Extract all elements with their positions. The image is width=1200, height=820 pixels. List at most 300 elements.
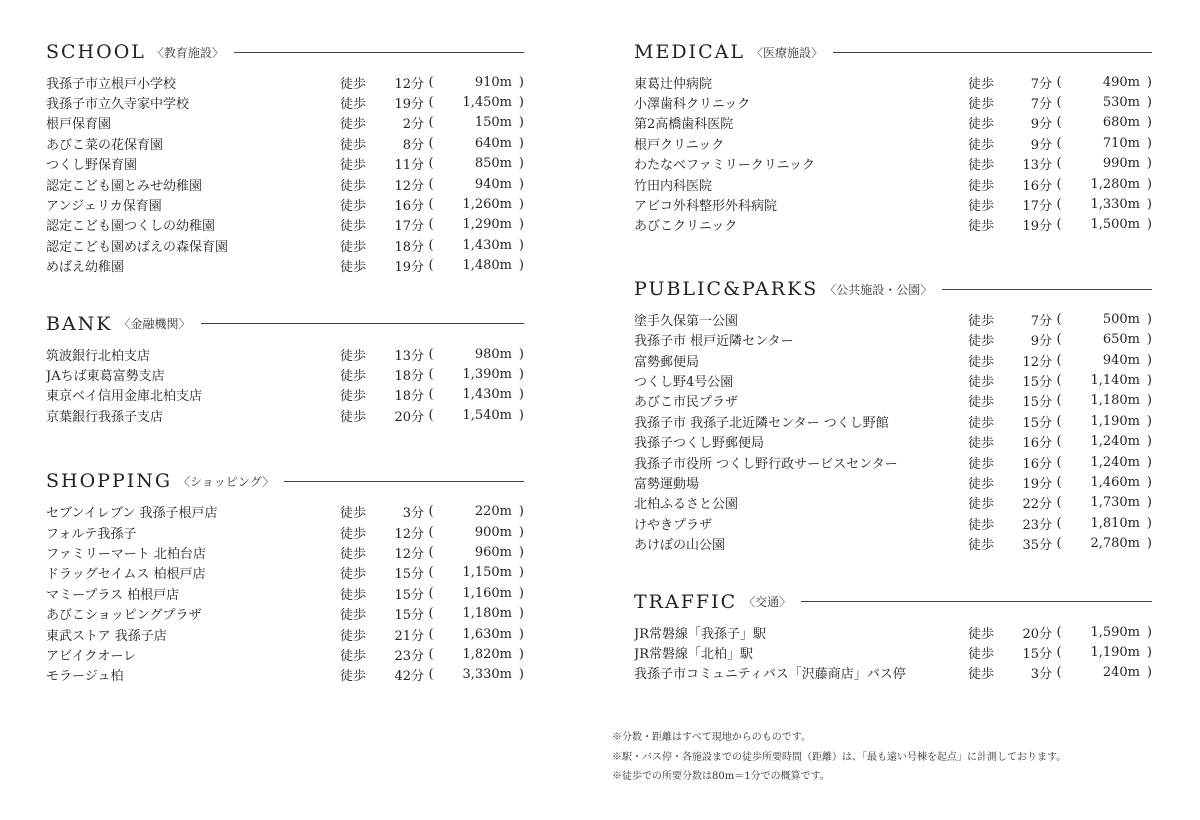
section-subtitle: 〈医療施設〉 <box>750 45 823 60</box>
facility-name: 認定こども園めばえの森保育園 <box>46 239 229 255</box>
distance: 1,390m <box>462 366 512 382</box>
paren-open: ( <box>428 387 434 403</box>
distance: 1,430m <box>462 387 512 403</box>
section-title: TRAFFIC <box>634 590 738 613</box>
walk-label: 徒歩 <box>340 137 367 153</box>
distance: 2,780m <box>1090 536 1140 552</box>
section-title: SHOPPING <box>46 470 173 493</box>
walk-label: 徒歩 <box>340 567 367 583</box>
walk-minutes: 7分 <box>1030 97 1052 113</box>
paren-close: ) <box>518 115 524 131</box>
paren-open: ( <box>428 407 434 423</box>
facility-row <box>634 309 1152 329</box>
facility-name: わたなべファミリークリニック <box>634 158 815 174</box>
header-rule <box>833 52 1152 53</box>
facility-name: 我孫子市コミュニティバス「沢藤商店」バス停 <box>634 667 906 683</box>
paren-open: ( <box>1056 624 1062 640</box>
footnote: ※分数・距離はすべて現地からのものです。 <box>612 732 811 743</box>
paren-close: ) <box>1146 176 1152 192</box>
facility-row <box>634 493 1152 513</box>
section-header <box>46 40 524 64</box>
facility-name: つくし野保育園 <box>46 158 138 174</box>
walk-label: 徒歩 <box>968 158 995 174</box>
walk-minutes: 12分 <box>394 76 424 92</box>
facility-name: 東葛辻仲病院 <box>634 76 713 92</box>
facility-name: 根戸クリニック <box>634 137 725 153</box>
facility-name: マミープラス 柏根戸店 <box>46 587 180 603</box>
facility-name: 北柏ふるさと公園 <box>634 497 739 513</box>
header-rule <box>201 323 524 324</box>
section-school <box>46 40 524 276</box>
facility-row <box>634 391 1152 411</box>
paren-open: ( <box>1056 515 1062 531</box>
walk-label: 徒歩 <box>340 526 367 542</box>
facility-row <box>46 501 524 521</box>
walk-label: 徒歩 <box>968 476 995 492</box>
facility-name: 我孫子つくし野郵便局 <box>634 436 765 452</box>
walk-minutes: 18分 <box>394 239 424 255</box>
facility-name: 京葉銀行我孫子支店 <box>46 409 164 425</box>
paren-close: ) <box>1146 624 1152 640</box>
walk-minutes: 9分 <box>1030 137 1052 153</box>
distance: 1,330m <box>1090 197 1140 213</box>
paren-close: ) <box>1146 332 1152 348</box>
distance: 1,180m <box>462 606 512 622</box>
paren-close: ) <box>1146 135 1152 151</box>
facility-row <box>46 174 524 194</box>
paren-close: ) <box>518 258 524 274</box>
paren-open: ( <box>1056 665 1062 681</box>
walk-label: 徒歩 <box>340 409 367 425</box>
distance: 1,460m <box>1090 474 1140 490</box>
section-title: MEDICAL <box>634 41 745 63</box>
distance: 710m <box>1102 135 1140 151</box>
walk-label: 徒歩 <box>340 348 367 364</box>
paren-open: ( <box>428 74 434 90</box>
walk-label: 徒歩 <box>340 368 367 384</box>
facility-name: 根戸保育園 <box>46 117 112 133</box>
section-shopping <box>46 469 524 685</box>
header-rule <box>234 52 524 53</box>
facility-row <box>634 533 1152 553</box>
distance: 1,190m <box>1090 644 1140 660</box>
paren-open: ( <box>428 217 434 233</box>
paren-close: ) <box>1146 74 1152 90</box>
walk-minutes: 16分 <box>1022 456 1052 472</box>
facility-row <box>634 513 1152 533</box>
paren-open: ( <box>1056 176 1062 192</box>
facility-name: 富勢郵便局 <box>634 354 700 370</box>
walk-minutes: 9分 <box>1030 334 1052 350</box>
facility-name: JR常磐線「北柏」駅 <box>634 646 753 662</box>
walk-minutes: 3分 <box>1030 667 1052 683</box>
walk-label: 徒歩 <box>968 97 995 113</box>
facility-row <box>46 405 524 425</box>
walk-minutes: 23分 <box>1022 517 1052 533</box>
paren-open: ( <box>428 646 434 662</box>
paren-open: ( <box>1056 311 1062 327</box>
walk-minutes: 16分 <box>1022 178 1052 194</box>
paren-close: ) <box>518 565 524 581</box>
facility-row <box>46 154 524 174</box>
paren-close: ) <box>518 667 524 683</box>
paren-close: ) <box>518 387 524 403</box>
walk-label: 徒歩 <box>340 178 367 194</box>
facility-name: 東京ベイ信用金庫北柏支店 <box>46 389 203 405</box>
header-rule <box>284 481 524 482</box>
facility-row <box>46 215 524 235</box>
paren-close: ) <box>1146 311 1152 327</box>
facility-row <box>634 215 1152 235</box>
facility-name: 我孫子市 根戸近隣センター <box>634 334 794 350</box>
paren-open: ( <box>1056 536 1062 552</box>
paren-close: ) <box>518 504 524 520</box>
facility-row <box>46 624 524 644</box>
distance: 1,140m <box>1090 372 1140 388</box>
facility-list <box>634 309 1152 554</box>
facility-row <box>46 72 524 92</box>
distance: 1,500m <box>1090 217 1140 233</box>
paren-open: ( <box>1056 156 1062 172</box>
right-column <box>634 40 1152 723</box>
facility-name: セブンイレブン 我孫子根戸店 <box>46 506 218 522</box>
left-column <box>46 40 524 725</box>
walk-minutes: 15分 <box>1022 415 1052 431</box>
paren-open: ( <box>428 135 434 151</box>
paren-open: ( <box>1056 135 1062 151</box>
paren-close: ) <box>518 366 524 382</box>
walk-label: 徒歩 <box>340 546 367 562</box>
facility-name: 我孫子市役所 つくし野行政サービスセンター <box>634 456 898 472</box>
walk-minutes: 42分 <box>394 669 424 685</box>
paren-close: ) <box>518 346 524 362</box>
distance: 900m <box>474 524 512 540</box>
facility-name: JAちば東葛富勢支店 <box>46 368 165 384</box>
distance: 960m <box>474 544 512 560</box>
distance: 1,630m <box>462 626 512 642</box>
distance: 940m <box>474 176 512 192</box>
distance: 940m <box>1102 352 1140 368</box>
facility-name: つくし野4号公園 <box>634 374 734 390</box>
facility-name: ファミリーマート 北柏台店 <box>46 546 206 562</box>
paren-close: ) <box>518 606 524 622</box>
facility-name: あびこ市民プラザ <box>634 395 739 411</box>
facility-name: JR常磐線「我孫子」駅 <box>634 626 766 642</box>
paren-open: ( <box>1056 197 1062 213</box>
walk-minutes: 7分 <box>1030 313 1052 329</box>
facility-name: あけぼの山公園 <box>634 538 726 554</box>
distance: 490m <box>1102 74 1140 90</box>
paren-open: ( <box>1056 454 1062 470</box>
paren-open: ( <box>1056 644 1062 660</box>
paren-open: ( <box>428 544 434 560</box>
walk-minutes: 35分 <box>1022 538 1052 554</box>
facility-name: けやきプラザ <box>634 517 713 533</box>
section-subtitle: 〈金融機関〉 <box>118 317 191 332</box>
walk-minutes: 15分 <box>1022 395 1052 411</box>
facility-row <box>634 72 1152 92</box>
walk-minutes: 15分 <box>394 567 424 583</box>
paren-open: ( <box>428 504 434 520</box>
facility-row <box>634 92 1152 112</box>
facility-row <box>634 133 1152 153</box>
distance: 1,160m <box>462 585 512 601</box>
distance: 680m <box>1102 115 1140 131</box>
walk-label: 徒歩 <box>968 313 995 329</box>
facility-row <box>46 256 524 276</box>
distance: 850m <box>474 156 512 172</box>
facility-name: 我孫子市 我孫子北近隣センター つくし野館 <box>634 415 889 431</box>
paren-close: ) <box>518 217 524 233</box>
section-subtitle: 〈交通〉 <box>743 595 792 610</box>
distance: 500m <box>1102 311 1140 327</box>
distance: 1,540m <box>462 407 512 423</box>
paren-close: ) <box>518 646 524 662</box>
facility-name: フォルテ我孫子 <box>46 526 137 542</box>
facility-row <box>634 663 1152 683</box>
paren-open: ( <box>428 606 434 622</box>
facility-name: モラージュ柏 <box>46 669 124 685</box>
walk-minutes: 21分 <box>394 628 424 644</box>
distance: 990m <box>1102 156 1140 172</box>
facility-list <box>46 344 524 426</box>
paren-close: ) <box>518 197 524 213</box>
facility-row <box>46 603 524 623</box>
paren-open: ( <box>1056 372 1062 388</box>
paren-open: ( <box>1056 352 1062 368</box>
walk-label: 徒歩 <box>968 178 995 194</box>
facility-row <box>46 542 524 562</box>
walk-label: 徒歩 <box>340 219 367 235</box>
walk-minutes: 19分 <box>394 260 424 276</box>
facility-row <box>46 194 524 214</box>
walk-label: 徒歩 <box>340 199 367 215</box>
facility-row <box>46 92 524 112</box>
section-bank <box>46 312 524 426</box>
walk-label: 徒歩 <box>340 648 367 664</box>
walk-label: 徒歩 <box>340 389 367 405</box>
distance: 1,180m <box>1090 393 1140 409</box>
paren-open: ( <box>428 176 434 192</box>
paren-close: ) <box>1146 393 1152 409</box>
walk-minutes: 18分 <box>394 368 424 384</box>
walk-label: 徒歩 <box>340 628 367 644</box>
facility-row <box>634 174 1152 194</box>
facility-row <box>634 452 1152 472</box>
section-header <box>634 277 1152 301</box>
facility-row <box>634 472 1152 492</box>
facility-name: あびこショッピングプラザ <box>46 608 202 624</box>
walk-label: 徒歩 <box>968 334 995 350</box>
facility-row <box>46 385 524 405</box>
distance: 1,190m <box>1090 413 1140 429</box>
section-header <box>46 469 524 493</box>
footnote: ※徒歩での所要分数は80m＝1分での概算です。 <box>612 771 830 782</box>
walk-minutes: 17分 <box>394 219 424 235</box>
distance: 980m <box>474 346 512 362</box>
section-medical <box>634 40 1152 235</box>
paren-close: ) <box>1146 454 1152 470</box>
walk-minutes: 22分 <box>1022 497 1052 513</box>
walk-minutes: 2分 <box>402 117 424 133</box>
paren-open: ( <box>428 626 434 642</box>
paren-open: ( <box>1056 434 1062 450</box>
paren-open: ( <box>1056 413 1062 429</box>
section-subtitle: 〈ショッピング〉 <box>178 474 275 489</box>
paren-close: ) <box>1146 536 1152 552</box>
facility-row <box>634 194 1152 214</box>
paren-close: ) <box>1146 434 1152 450</box>
facility-name: めばえ幼稚園 <box>46 260 125 276</box>
paren-open: ( <box>428 585 434 601</box>
facility-list <box>46 501 524 685</box>
facility-name: アンジェリカ保育園 <box>46 199 162 215</box>
facility-name: アビイクオーレ <box>46 648 137 664</box>
facility-name: 東武ストア 我孫子店 <box>46 628 167 644</box>
paren-close: ) <box>1146 352 1152 368</box>
paren-close: ) <box>518 585 524 601</box>
walk-minutes: 20分 <box>1022 626 1052 642</box>
walk-label: 徒歩 <box>968 415 995 431</box>
paren-close: ) <box>1146 495 1152 511</box>
distance: 220m <box>474 504 512 520</box>
paren-open: ( <box>428 346 434 362</box>
walk-minutes: 12分 <box>394 546 424 562</box>
walk-label: 徒歩 <box>340 97 367 113</box>
distance: 1,810m <box>1090 515 1140 531</box>
walk-label: 徒歩 <box>340 260 367 276</box>
paren-close: ) <box>518 237 524 253</box>
paren-close: ) <box>518 95 524 111</box>
distance: 1,450m <box>462 95 512 111</box>
facility-list <box>634 622 1152 683</box>
paren-open: ( <box>1056 217 1062 233</box>
walk-label: 徒歩 <box>968 538 995 554</box>
paren-open: ( <box>428 258 434 274</box>
facility-row <box>634 622 1152 642</box>
distance: 640m <box>474 135 512 151</box>
section-title: BANK <box>46 312 113 335</box>
walk-minutes: 20分 <box>394 409 424 425</box>
walk-label: 徒歩 <box>340 158 367 174</box>
paren-open: ( <box>1056 95 1062 111</box>
walk-label: 徒歩 <box>968 199 995 215</box>
section-public-parks <box>634 277 1152 554</box>
paren-close: ) <box>1146 515 1152 531</box>
walk-label: 徒歩 <box>968 626 995 642</box>
paren-open: ( <box>1056 495 1062 511</box>
paren-open: ( <box>1056 115 1062 131</box>
walk-minutes: 7分 <box>1030 76 1052 92</box>
footnotes <box>612 728 1066 787</box>
distance: 240m <box>1102 665 1140 681</box>
walk-label: 徒歩 <box>340 506 367 522</box>
walk-minutes: 11分 <box>394 158 424 174</box>
distance: 650m <box>1102 332 1140 348</box>
facility-row <box>634 431 1152 451</box>
section-header <box>46 312 524 336</box>
facility-name: あびこクリニック <box>634 219 738 235</box>
facility-list <box>634 72 1152 235</box>
paren-open: ( <box>428 156 434 172</box>
walk-minutes: 15分 <box>394 587 424 603</box>
paren-close: ) <box>518 544 524 560</box>
distance: 1,480m <box>462 258 512 274</box>
paren-open: ( <box>428 366 434 382</box>
walk-label: 徒歩 <box>340 76 367 92</box>
walk-minutes: 9分 <box>1030 117 1052 133</box>
facility-name: ドラッグセイムス 柏根戸店 <box>46 567 206 583</box>
facility-name: 筑波銀行北柏支店 <box>46 348 151 364</box>
distance: 3,330m <box>462 667 512 683</box>
distance: 1,150m <box>462 565 512 581</box>
walk-label: 徒歩 <box>340 117 367 133</box>
facility-row <box>46 583 524 603</box>
paren-close: ) <box>518 407 524 423</box>
facility-name: 認定こども園つくしの幼稚園 <box>46 219 216 235</box>
facility-name: 塗手久保第一公園 <box>634 313 739 329</box>
walk-label: 徒歩 <box>968 497 995 513</box>
walk-label: 徒歩 <box>968 374 995 390</box>
distance: 1,820m <box>462 646 512 662</box>
facility-row <box>634 154 1152 174</box>
walk-minutes: 3分 <box>402 506 424 522</box>
distance: 1,240m <box>1090 454 1140 470</box>
walk-minutes: 16分 <box>1022 436 1052 452</box>
walk-minutes: 16分 <box>394 199 424 215</box>
facility-row <box>46 235 524 255</box>
paren-close: ) <box>1146 372 1152 388</box>
facility-row <box>46 133 524 153</box>
paren-open: ( <box>1056 474 1062 490</box>
paren-close: ) <box>518 135 524 151</box>
paren-close: ) <box>518 626 524 642</box>
distance: 1,280m <box>1090 176 1140 192</box>
walk-minutes: 15分 <box>394 608 424 624</box>
walk-label: 徒歩 <box>968 395 995 411</box>
walk-label: 徒歩 <box>968 219 995 235</box>
walk-minutes: 12分 <box>1022 354 1052 370</box>
facility-row <box>46 665 524 685</box>
section-header <box>634 40 1152 64</box>
facility-list <box>46 72 524 276</box>
walk-minutes: 15分 <box>1022 646 1052 662</box>
walk-minutes: 12分 <box>394 526 424 542</box>
paren-open: ( <box>1056 393 1062 409</box>
walk-label: 徒歩 <box>968 436 995 452</box>
facility-row <box>46 644 524 664</box>
paren-close: ) <box>1146 115 1152 131</box>
walk-minutes: 13分 <box>394 348 424 364</box>
facility-name: 認定こども園とみせ幼稚園 <box>46 178 203 194</box>
facility-name: 小澤歯科クリニック <box>634 97 751 113</box>
facility-row <box>634 370 1152 390</box>
paren-close: ) <box>1146 95 1152 111</box>
footnote: ※駅・バス停・各施設までの徒歩所要時間（距離）は、「最も遠い号棟を起点」に計測しております。 <box>612 751 1067 763</box>
paren-close: ) <box>1146 217 1152 233</box>
distance: 1,430m <box>462 237 512 253</box>
facility-row <box>634 330 1152 350</box>
walk-label: 徒歩 <box>968 456 995 472</box>
facility-name: 竹田内科医院 <box>634 178 713 194</box>
paren-open: ( <box>428 237 434 253</box>
header-rule <box>942 289 1152 290</box>
walk-label: 徒歩 <box>340 669 367 685</box>
section-title: PUBLIC&PARKS <box>634 278 819 301</box>
paren-close: ) <box>1146 413 1152 429</box>
walk-label: 徒歩 <box>968 137 995 153</box>
distance: 910m <box>474 74 512 90</box>
